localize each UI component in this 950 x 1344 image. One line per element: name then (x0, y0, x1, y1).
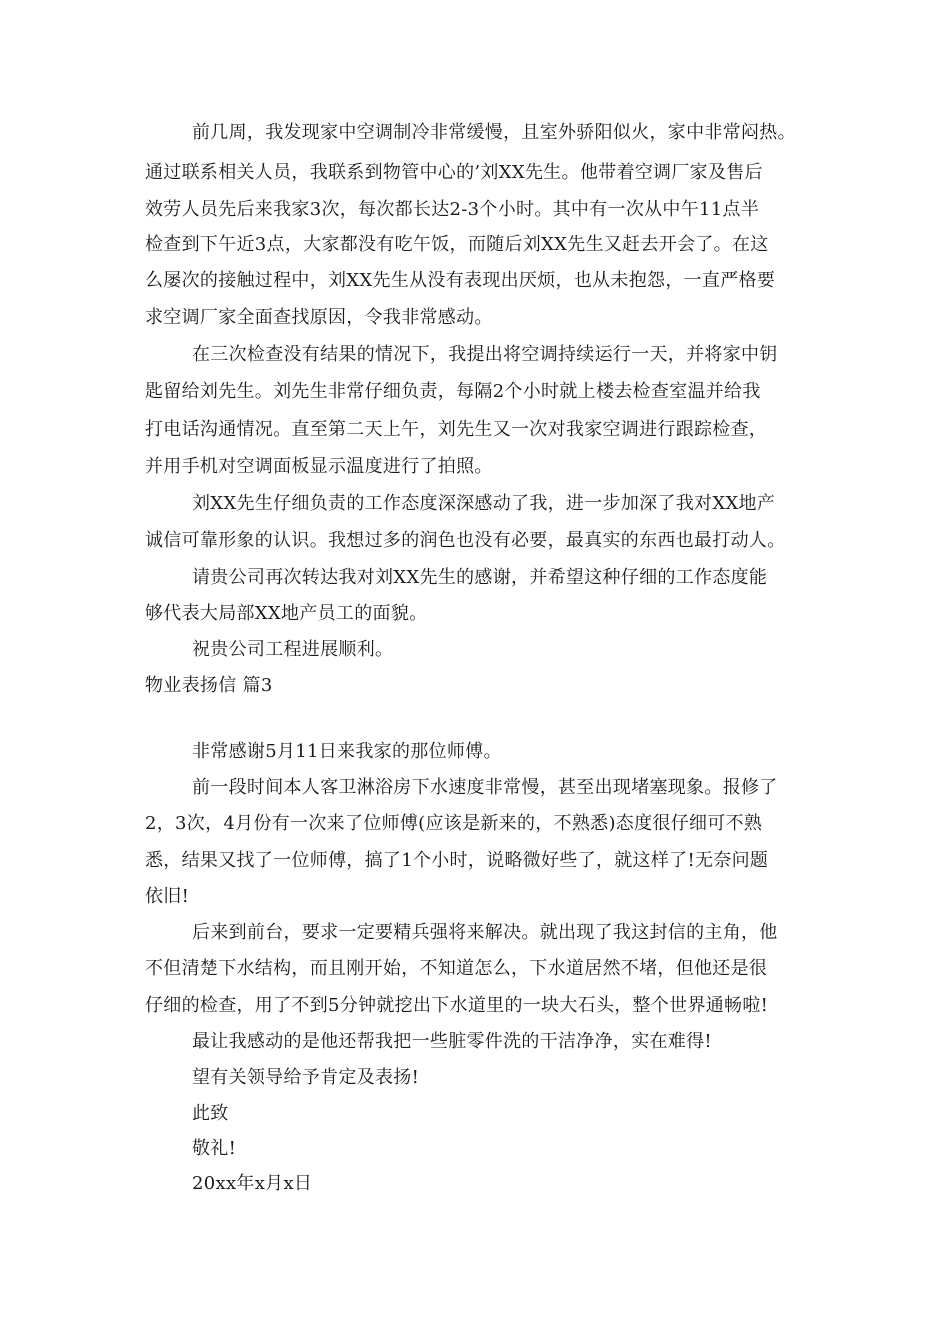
paragraph-line: 在三次检查没有结果的情况下，我提出将空调持续运行一天，并将家中钥 (192, 344, 778, 365)
paragraph-line: 么屡次的接触过程中，刘XX先生从没有表现出厌烦，也从未抱怨，一直严格要 (145, 270, 776, 291)
paragraph-line: 够代表大局部XX地产员工的面貌。 (145, 603, 428, 624)
paragraph-line: 不但清楚下水结构，而且刚开始，不知道怎么，下水道居然不堵，但他还是很 (145, 958, 768, 979)
paragraph-line: 前几周，我发现家中空调制冷非常缓慢，且室外骄阳似火，家中非常闷热。 (192, 122, 796, 143)
paragraph-line: 打电话沟通情况。直至第二天上午，刘先生又一次对我家空调进行跟踪检查， (145, 419, 768, 440)
closing-line: 此致 (192, 1103, 229, 1124)
paragraph-line: 依旧! (145, 886, 190, 907)
paragraph-line: 并用手机对空调面板显示温度进行了拍照。 (145, 456, 493, 477)
paragraph-line: 仔细的检查，用了不到5分钟就挖出下水道里的一块大石头，整个世界通畅啦! (145, 995, 769, 1016)
paragraph-line: 检查到下午近3点，大家都没有吃午饭，而随后刘XX先生又赶去开会了。在这 (145, 234, 769, 255)
paragraph-line: 望有关领导给予肯定及表扬! (192, 1067, 420, 1088)
paragraph-line: 最让我感动的是他还帮我把一些脏零件洗的干洁净净，实在难得! (192, 1031, 712, 1052)
paragraph-line: 前一段时间本人客卫淋浴房下水速度非常慢，甚至出现堵塞现象。报修了 (192, 777, 778, 798)
paragraph-line: 诚信可靠形象的认识。我想过多的润色也没有必要，最真实的东西也最打动人。 (145, 530, 786, 551)
paragraph-line: 匙留给刘先生。刘先生非常仔细负责，每隔2个小时就上楼去检查室温并给我 (145, 381, 761, 402)
paragraph-line: 效劳人员先后来我家3次，每次都长达2-3个小时。其中有一次从中午11点半 (145, 199, 760, 220)
date-line: 20xx年x月x日 (192, 1173, 313, 1194)
paragraph-line: 悉，结果又找了一位师傅，搞了1个小时，说略微好些了，就这样了!无奈问题 (145, 850, 769, 871)
paragraph-line: 2，3次，4月份有一次来了位师傅(应该是新来的，不熟悉)态度很仔细可不熟 (145, 813, 763, 834)
paragraph-line: 求空调厂家全面查找原因，令我非常感动。 (145, 307, 493, 328)
paragraph-line: 通过联系相关人员，我联系到物管中心的’刘XX先生。他带着空调厂家及售后 (145, 162, 763, 183)
paragraph-line: 刘XX先生仔细负责的工作态度深深感动了我，进一步加深了我对XX地产 (192, 493, 776, 514)
section-heading: 物业表扬信 篇3 (145, 675, 273, 696)
paragraph-line: 后来到前台，要求一定要精兵强将来解决。就出现了我这封信的主角，他 (192, 922, 778, 943)
paragraph-line: 请贵公司再次转达我对刘XX先生的感谢，并希望这种仔细的工作态度能 (192, 567, 768, 588)
paragraph-line: 非常感谢5月11日来我家的那位师傅。 (192, 741, 502, 762)
paragraph-line: 祝贵公司工程进展顺利。 (192, 639, 394, 660)
closing-line: 敬礼! (192, 1138, 237, 1159)
